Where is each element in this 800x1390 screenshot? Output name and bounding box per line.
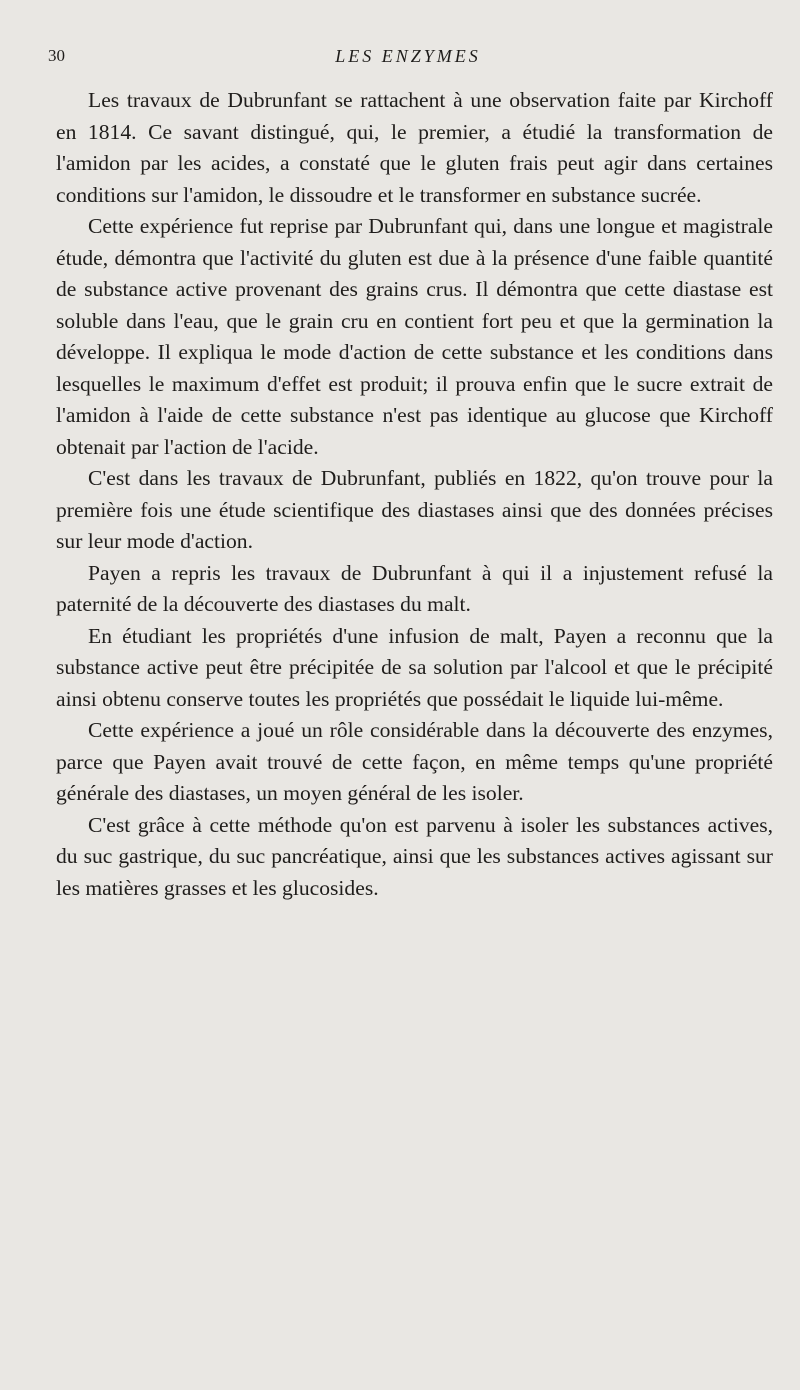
paragraph: C'est dans les travaux de Dubrunfant, publiés en 1822, qu'on trouve pour la première fois une étude scientifique des diastases ainsi que des données précises sur leur mode d'action.	[56, 466, 773, 553]
running-title: LES ENZYMES	[335, 46, 481, 66]
paragraph: Payen a repris les travaux de Dubrunfant à qui il a injustement refusé la paternité de la découverte des diastases du malt.	[56, 560, 773, 616]
paragraph: En étudiant les propriétés d'une infusion de malt, Payen a reconnu que la substance active peut être précipitée de sa solution par l'alcool et que le précipité ainsi obtenu conserve toutes les propriétés que possédait le liquide lui-même.	[56, 623, 773, 711]
page-number: 30	[48, 46, 65, 65]
page-header	[48, 46, 768, 76]
body-text	[56, 85, 773, 904]
paragraph: Cette expérience fut reprise par Dubrunfant qui, dans une longue et magistrale étude, démontra que l'activité du gluten est due à la présence d'une faible quantité de substance active provenant des grains crus. Il démontra que cette diastase est soluble dans l'eau, que le grain cru en contient fort peu et que la germination la développe. Il expliqua le mode d'action de cette substance et les conditions dans lesquelles le maximum d'effet est produit; il prouva enfin que le sucre extrait de l'amidon à l'aide de cette substance n'est pas identique au glucose que Kirchoff obtenait par l'action de l'acide.	[56, 214, 773, 459]
paragraph: Les travaux de Dubrunfant se rattachent à une observation faite par Kirchoff en 1814. Ce savant distingué, qui, le premier, a étudié la transformation de l'amidon par les acides, a constaté que le gluten frais peut agir dans certaines conditions sur l'amidon, le dissoudre et le transformer en substance sucrée.	[56, 88, 773, 207]
paragraph: Cette expérience a joué un rôle considérable dans la découverte des enzymes, parce que Payen avait trouvé de cette façon, en même temps qu'une propriété générale des diastases, un moyen général de les isoler.	[56, 718, 773, 805]
paragraph: C'est grâce à cette méthode qu'on est parvenu à isoler les substances actives, du suc gastrique, du suc pancréatique, ainsi que les substances actives agissant sur les matières grasses et les glucosides.	[56, 812, 773, 900]
